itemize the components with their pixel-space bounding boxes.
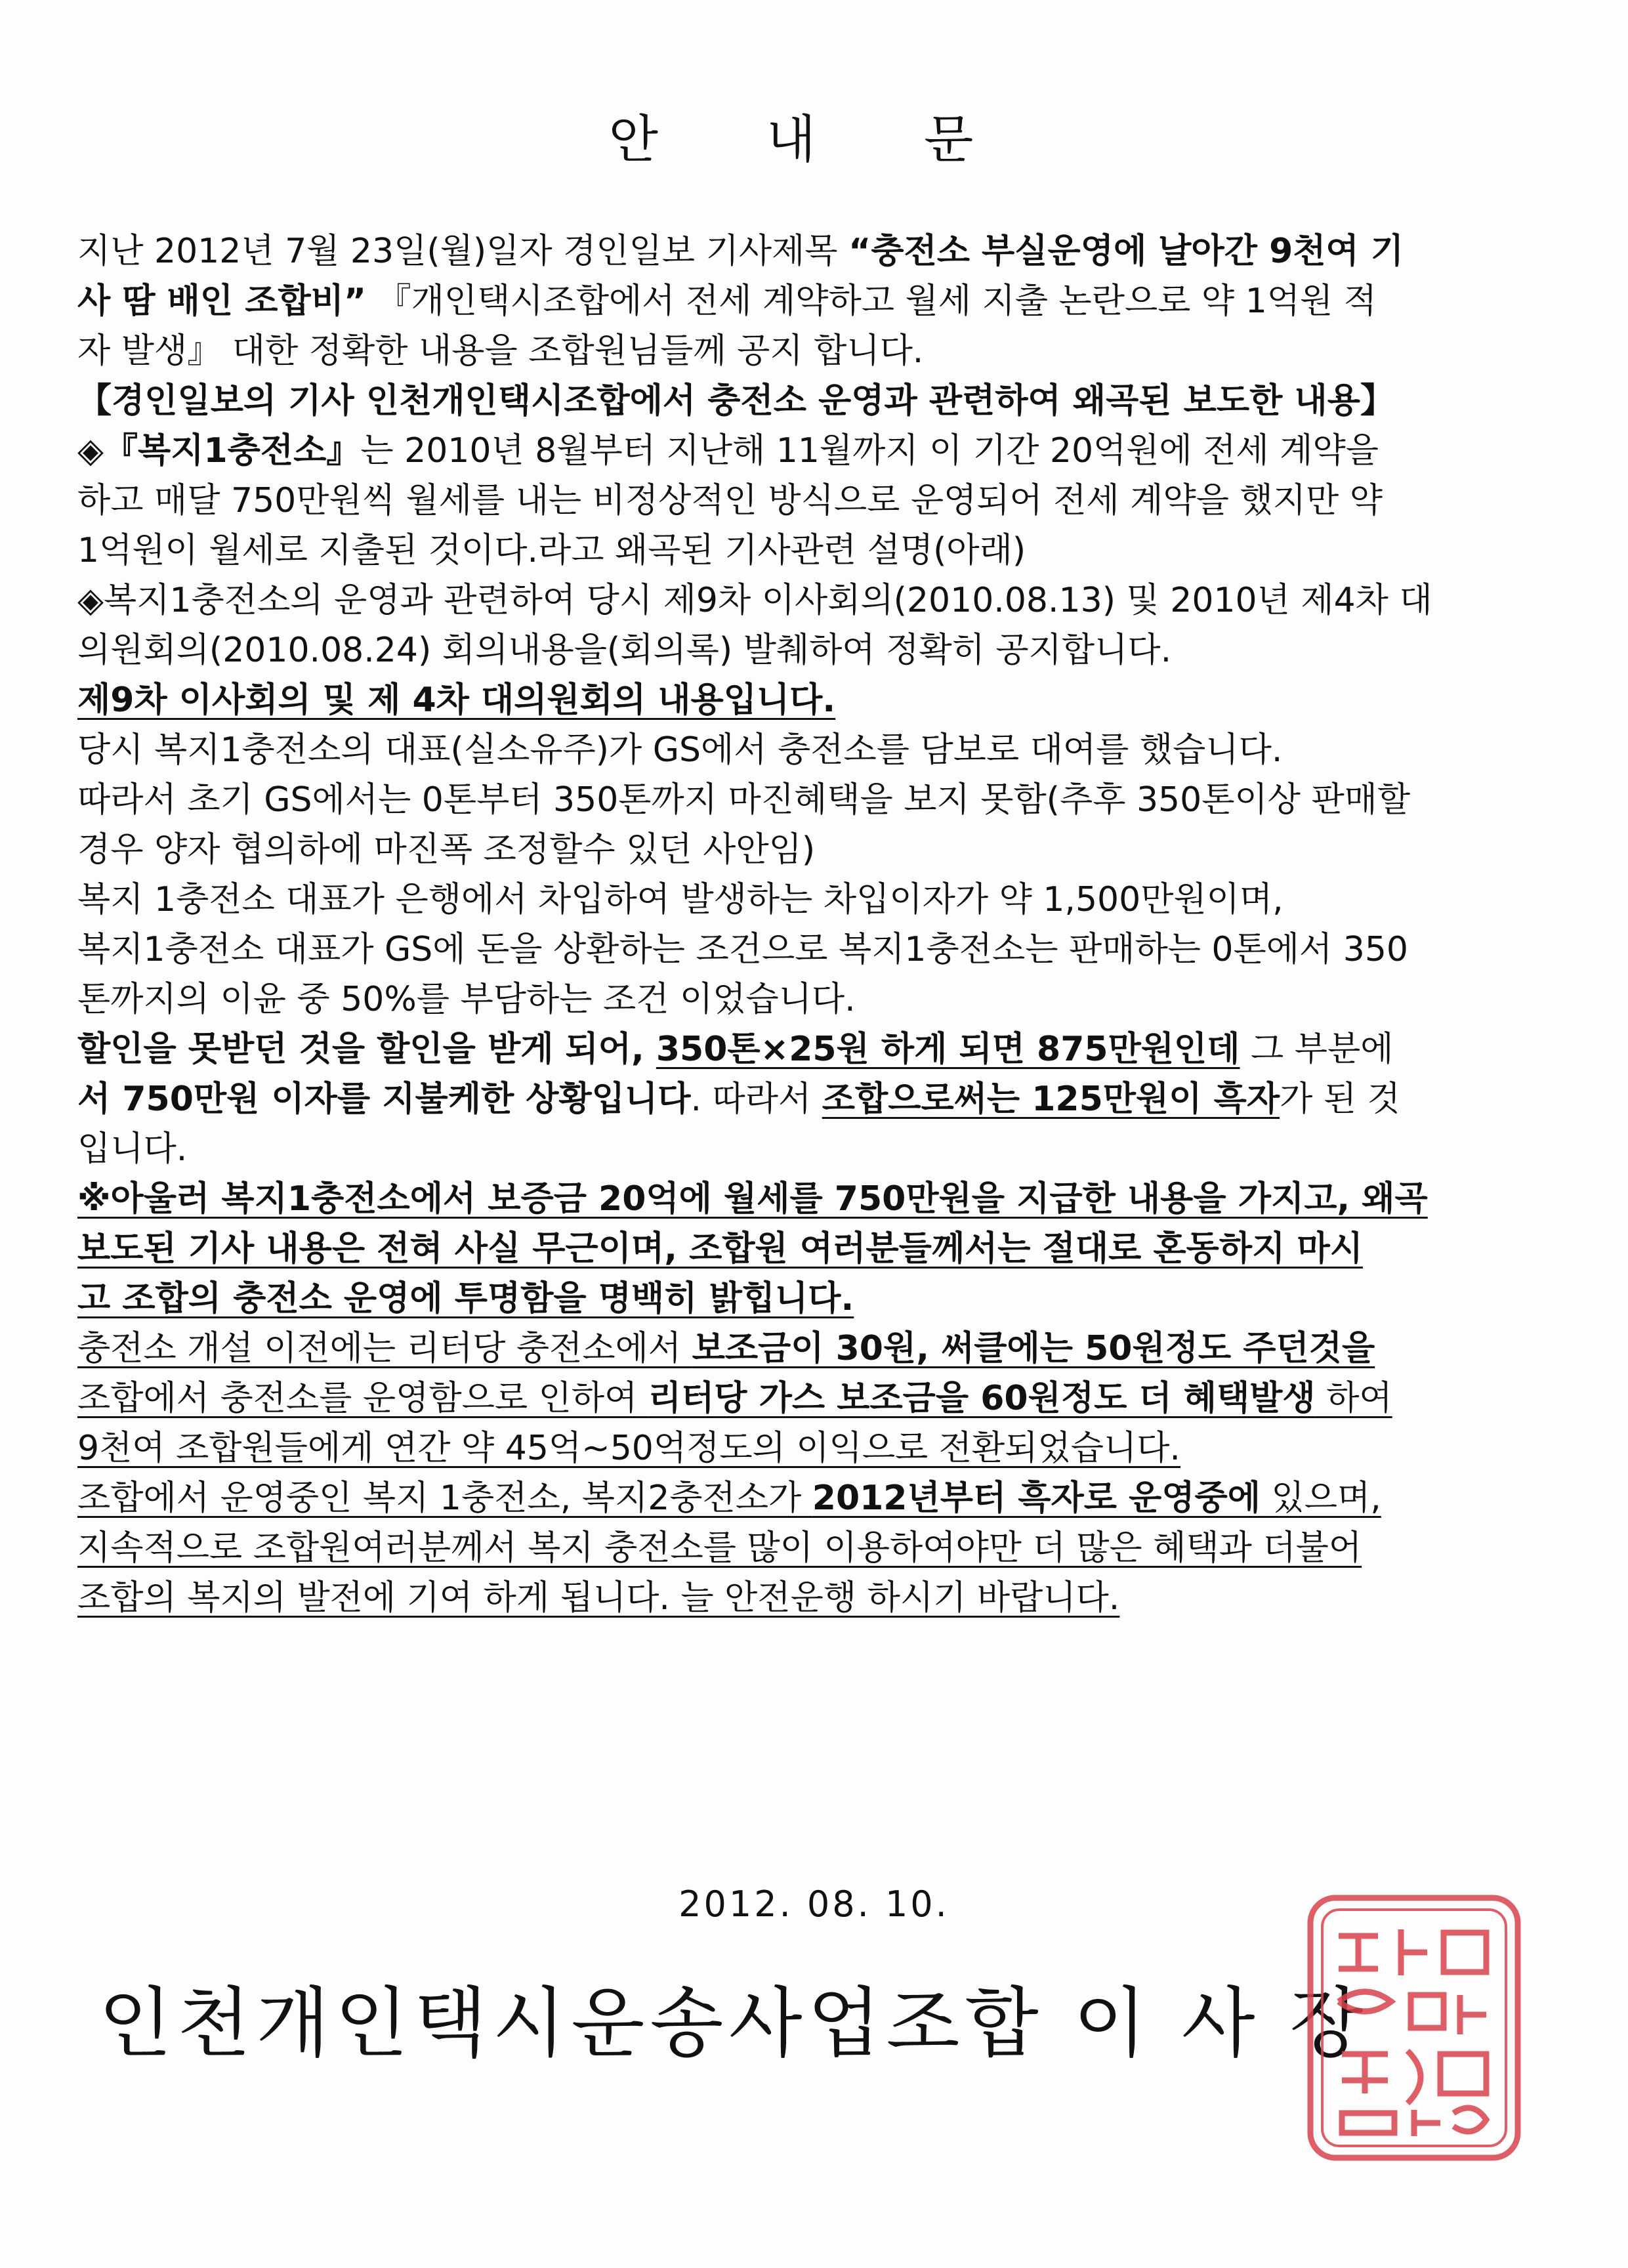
notice-text: 보도된 기사 내용은 전혀 사실 무근이며, 조합원 여러분들께서는 절대로 혼동하지 마시 xyxy=(77,1229,1363,1269)
notice-text: ※아울러 복지1충전소에서 보증금 20억에 월세를 750만원을 지급한 내용을 가지고, 왜곡 xyxy=(77,1179,1428,1219)
subsidy-amount: 보조금이 30원, 써클에는 50원정도 주던것을 xyxy=(692,1329,1375,1368)
quote-text: 는 2010년 8월부터 지난해 11월까지 이 기간 20억원에 전세 계약을 xyxy=(360,431,1379,471)
quote-line-2: 하고 매달 750만원씩 월세를 내는 비정상적인 방식으로 운영되어 전세 계약을 했지만 약 xyxy=(77,481,1383,520)
minutes-line-2: 의원회의(2010.08.24) 회의내용을(회의록) 발췌하여 정확히 공지합니다. xyxy=(77,631,1172,670)
official-seal-stamp xyxy=(1303,1890,1526,2166)
discount-interest: 서 750만원 이자를 지불케한 상황입니다 xyxy=(77,1080,691,1119)
details-line-3: 경우 양자 협의하에 마진폭 조정할수 있던 사안임) xyxy=(77,830,816,870)
discount-line-1 xyxy=(77,1024,1554,1074)
station-name: ◈『복지1충전소』 xyxy=(77,431,361,471)
closing-text: 조합의 복지의 발전에 기여 하게 됩니다. 늘 안전운행 하시기 바랍니다. xyxy=(77,1578,1120,1618)
subsidy-benefit: 리터당 가스 보조금을 60원정도 더 혜택발생 xyxy=(648,1379,1316,1418)
subsidy-text: 하여 xyxy=(1315,1379,1392,1418)
details-line-6: 톤까지의 이윤 중 50%를 부담하는 조건 이었습니다. xyxy=(77,980,856,1019)
subsidy-text: 충전소 개설 이전에는 리터당 충전소에서 xyxy=(77,1329,692,1368)
intro-text: 『개인택시조합에서 전세 계약하고 월세 지출 논란으로 약 1억원 적 xyxy=(366,282,1377,321)
quote-line-1 xyxy=(77,426,1554,476)
closing-text: 조합에서 운영중인 복지 1충전소, 복지2충전소가 xyxy=(77,1479,812,1518)
discount-text: 할인을 못받던 것을 할인을 받게 되어, xyxy=(77,1030,656,1069)
discount-calc: 350톤×25원 하게 되면 875만원인데 xyxy=(656,1030,1240,1069)
article-title: “충전소 부실운영에 날아간 9천여 기 xyxy=(848,232,1404,271)
intro-line-3: 자 발생』 대한 정확한 내용을 조합원님들께 공지 합니다. xyxy=(77,331,924,371)
quote-line-3: 1억원이 월세로 지출된 것이다.라고 왜곡된 기사관련 설명(아래) xyxy=(77,531,1026,570)
details-line-2: 따라서 초기 GS에서는 0톤부터 350톤까지 마진혜택을 보지 못함(추후 350톤이상 판매할 xyxy=(77,780,1411,820)
closing-line-2 xyxy=(77,1523,1554,1573)
intro-line-2 xyxy=(77,276,1554,326)
document-date: 2012. 08. 10. xyxy=(678,1883,950,1925)
document-body xyxy=(77,226,1554,1623)
closing-line-1 xyxy=(77,1473,1554,1523)
subsidy-text: 조합에서 충전소를 운영함으로 인하여 xyxy=(77,1379,648,1418)
document-title: 안 내 문 xyxy=(608,110,1020,169)
closing-surplus: 2012년부터 흑자로 운영중에 xyxy=(812,1479,1261,1518)
meeting-heading: 제9차 이사회의 및 제 4차 대의원회의 내용입니다. xyxy=(77,681,836,720)
discount-text: 가 된 것 xyxy=(1280,1080,1400,1119)
notice-line-1 xyxy=(77,1174,1554,1224)
closing-line-3 xyxy=(77,1573,1554,1623)
signer-name: 인천개인택시운송사업조합 이 사 장 xyxy=(98,1979,1369,2068)
intro-line-1 xyxy=(77,226,1554,276)
subsidy-text: 9천여 조합원들에게 연간 약 45억~50억정도의 이익으로 전환되었습니다. xyxy=(77,1429,1180,1468)
discount-line-3: 입니다. xyxy=(77,1129,188,1169)
notice-line-3 xyxy=(77,1274,1554,1324)
details-line-5: 복지1충전소 대표가 GS에 돈을 상환하는 조건으로 복지1충전소는 판매하는 0톤에서 350 xyxy=(77,930,1408,969)
notice-text: 고 조합의 충전소 운영에 투명함을 명백히 밝힙니다. xyxy=(77,1279,854,1318)
meeting-heading-line xyxy=(77,675,1554,725)
section-heading: 【경인일보의 기사 인천개인택시조합에서 충전소 운영과 관련하여 왜곡된 보도한 내용】 xyxy=(77,381,1394,421)
details-line-1: 당시 복지1충전소의 대표(실소유주)가 GS에서 충전소를 담보로 대여를 했습니다. xyxy=(77,730,1283,770)
notice-line-2 xyxy=(77,1224,1554,1274)
subsidy-line-3 xyxy=(77,1423,1554,1473)
discount-text: 그 부분에 xyxy=(1240,1030,1394,1069)
subsidy-line-2 xyxy=(77,1374,1554,1423)
details-line-4: 복지 1충전소 대표가 은행에서 차입하여 발생하는 차입이자가 약 1,500만원이며, xyxy=(77,880,1284,919)
article-title-cont: 사 땀 배인 조합비” xyxy=(77,282,367,321)
discount-surplus: 조합으로써는 125만원이 흑자 xyxy=(822,1080,1280,1119)
intro-text: 지난 2012년 7월 23일(월)일자 경인일보 기사제목 xyxy=(77,232,849,271)
closing-text: 있으며, xyxy=(1261,1479,1381,1518)
subsidy-line-1 xyxy=(77,1324,1554,1374)
discount-text: . 따라서 xyxy=(690,1080,822,1119)
discount-line-2 xyxy=(77,1074,1554,1124)
closing-text: 지속적으로 조합원여러분께서 복지 충전소를 많이 이용하여야만 더 많은 혜택과 더불어 xyxy=(77,1528,1362,1568)
minutes-line-1: ◈복지1충전소의 운영과 관련하여 당시 제9차 이사회의(2010.08.13) 및 2010년 제4차 대 xyxy=(77,581,1432,620)
